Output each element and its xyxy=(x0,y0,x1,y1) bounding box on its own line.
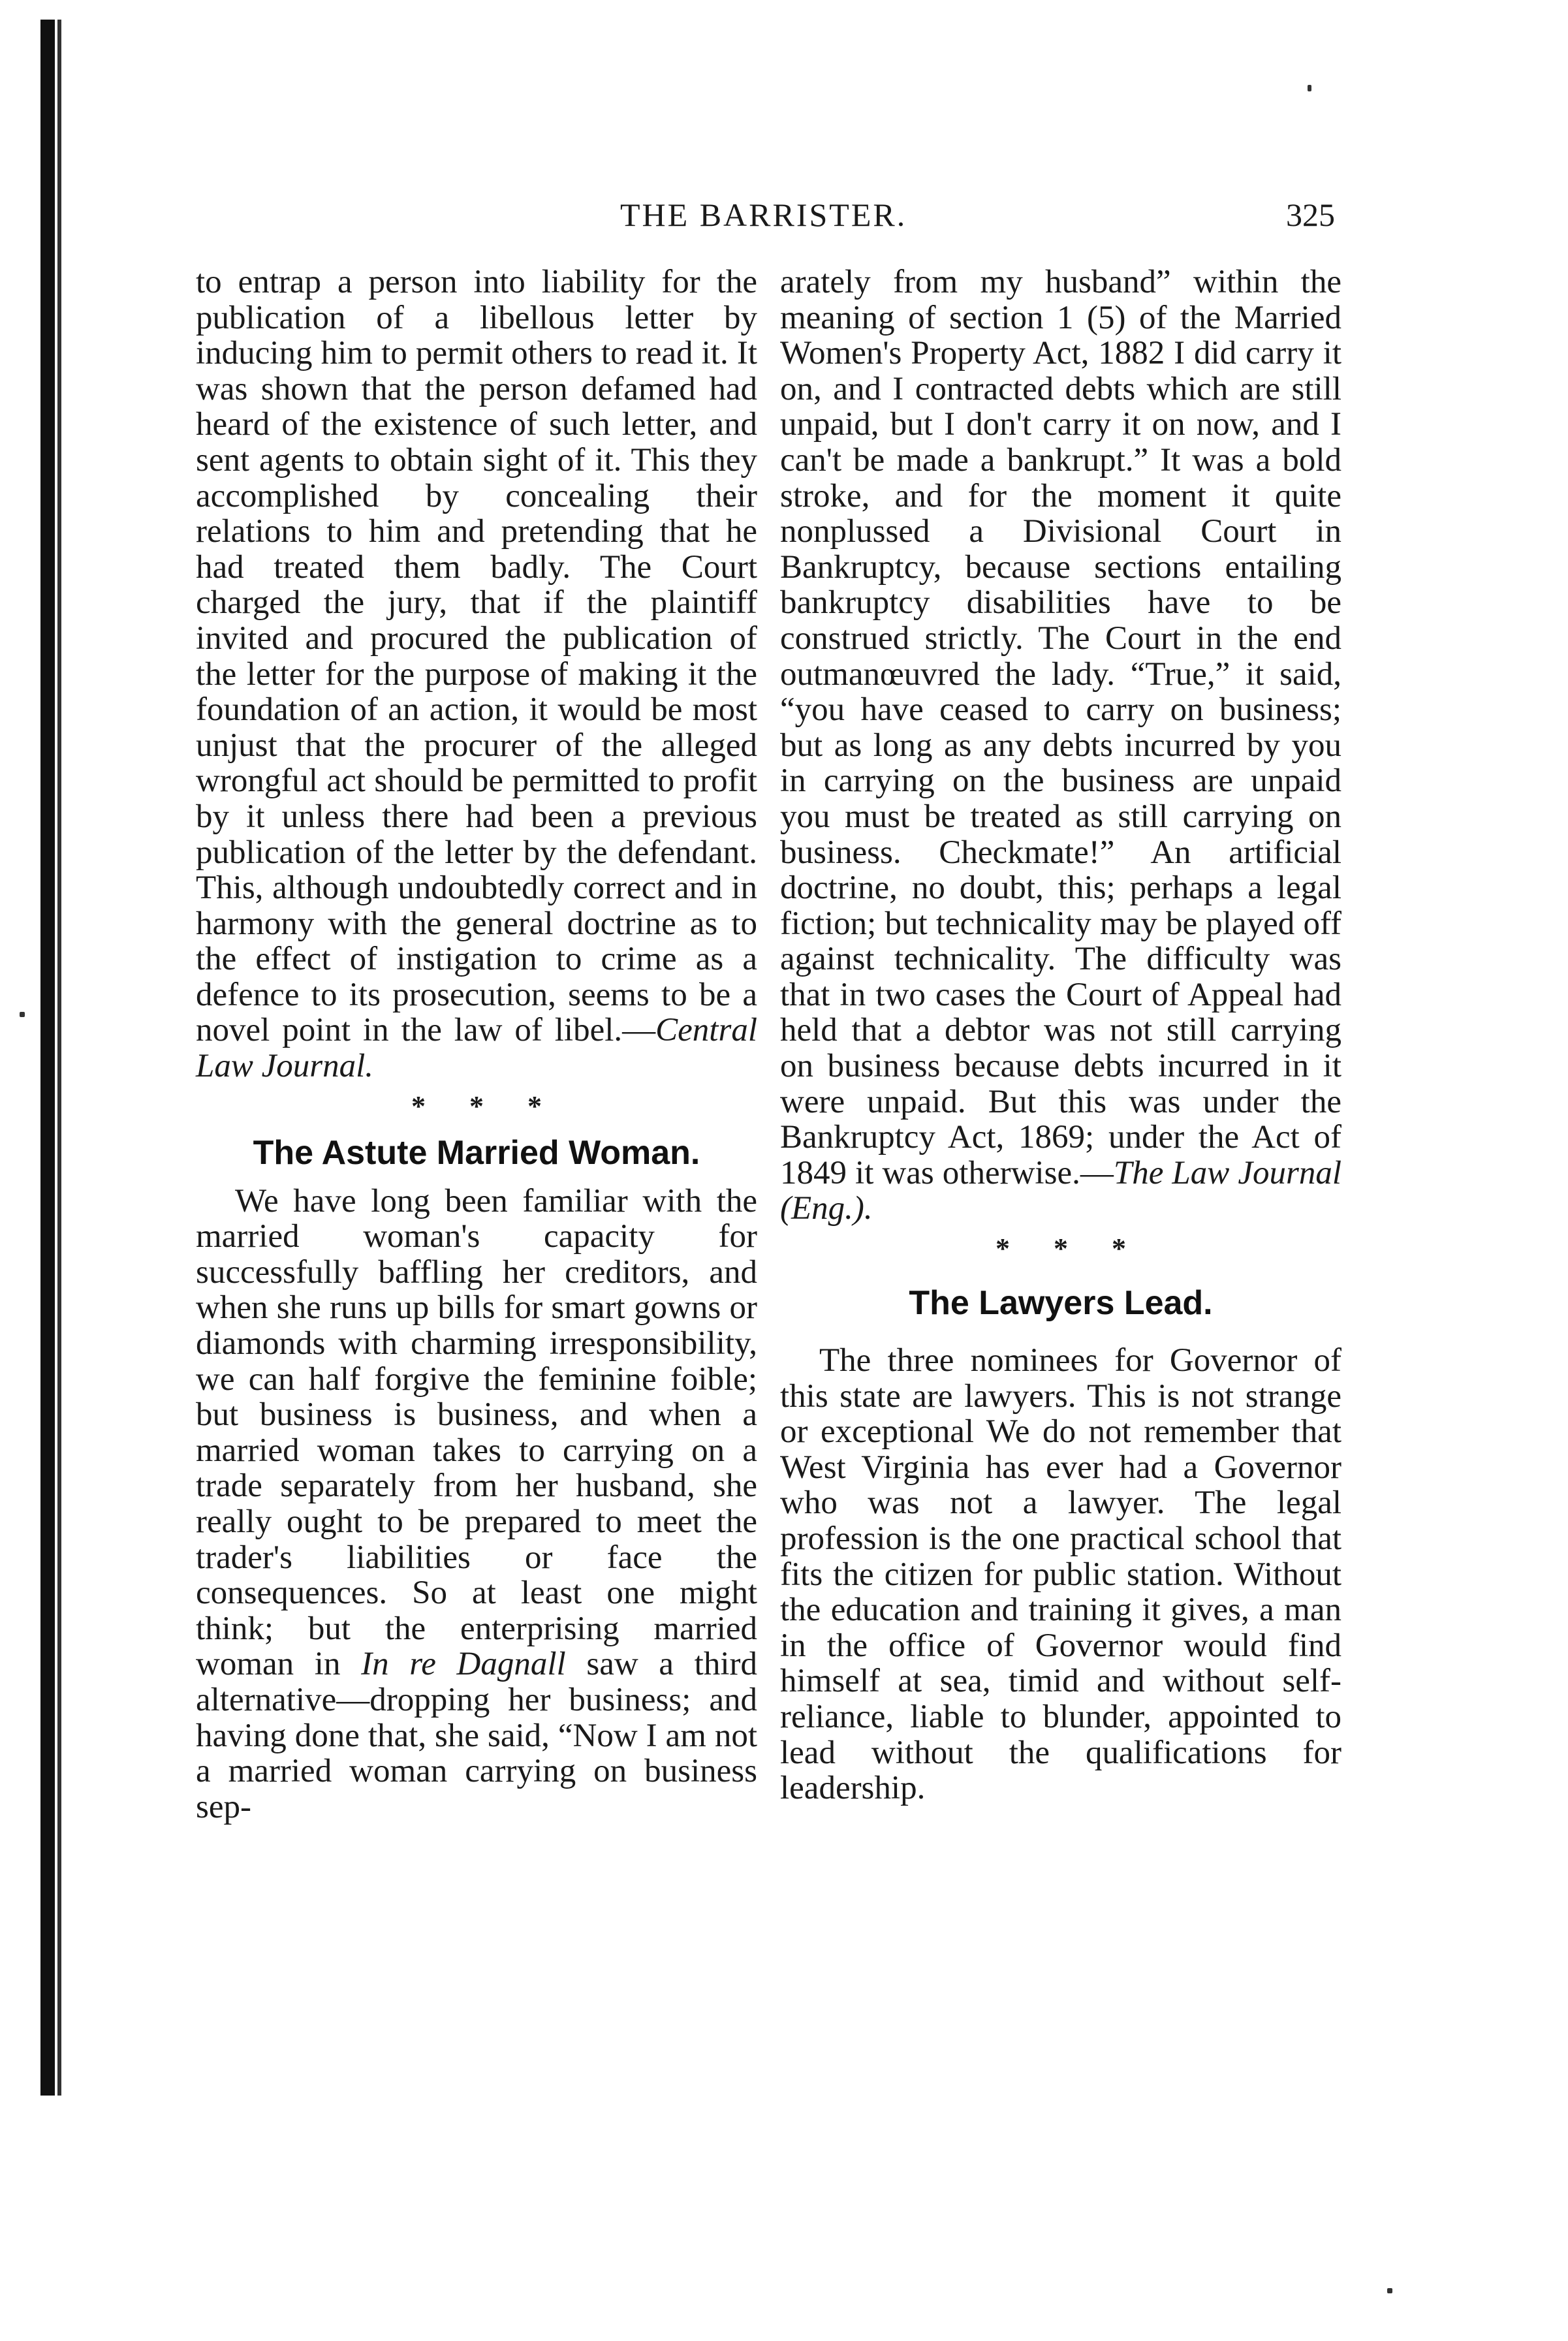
paragraph-text: We have long been familiar with the married woman's capacity for successfully baffling her creditors, and when she runs up bills for smart gowns or diamonds with charming irresponsibility, we can half forgive the feminine foible; but business is business, and when a married woman takes to carrying on a trade separately from her husband, she really ought to be prepared to meet the trader's liabilities or face the consequences. So at least one might think; but the enterprising married woman in xyxy=(196,1182,757,1683)
paragraph-text: arately from my husband” within the meaning of section 1 (5) of the Married Women's Property Act, 1882 I did carry it on, and I contracted debts which are still unpaid, but I don't carry it on now, and I can't be made a bankrupt.” It was a bold stroke, and for the moment it quite nonplussed a Divisional Court in Bankruptcy, because sections entailing bankruptcy disabilities have to be construed strictly. The Court in the end outmanœuvred the lady. “True,” it said, “you have ceased to carry on business; but as long as any debts incurred by you in carrying on the business are unpaid you must be treated as still carrying on business. Checkmate!” An artificial doctrine, no doubt, this; perhaps a legal fiction; but technicality may be played off against technicality. The difficulty was that in two cases the Court of Appeal had held that a debtor was not still carrying on business because debts incurred in it were unpaid. But this was under the Bankruptcy Act, 1869; under the Act of 1849 it was otherwise.— xyxy=(780,264,1341,1191)
section-separator: * * * xyxy=(996,1233,1144,1265)
article-married-woman-continuation xyxy=(780,264,1341,1227)
paragraph-text: to entrap a person into liability for the publication of a libellous letter by inducing him to permit others to read it. It was shown that the person defamed had heard of the existence of such letter, and sent agents to obtain sight of it. This they accomplished by concealing their relations to him and pretending that he had treated them badly. The Court charged the jury, that if the plaintiff invited and procured the publication of the letter for the purpose of making it the foundation of an action, it would be most unjust that the procurer of the alleged wrongful act should be permitted to profit by it unless there had been a previous publication of the letter by the defendant. This, although undoubtedly correct and in harmony with the general doctrine as to the effect of instigation to crime as a defence to its prosecution, seems to be a novel point in the law of libel.— xyxy=(196,264,757,1049)
article-heading: The Lawyers Lead. xyxy=(909,1284,1213,1323)
page-header xyxy=(196,196,1335,248)
scan-speck xyxy=(1308,85,1311,91)
citation: The Law Journal (Eng.). xyxy=(780,1154,1341,1227)
citation: Central Law Journal. xyxy=(196,1012,757,1085)
section-separator: * * * xyxy=(411,1090,560,1122)
running-title: THE BARRISTER. xyxy=(620,196,907,233)
scan-speck xyxy=(20,1012,25,1017)
right-column xyxy=(780,264,1341,1806)
paragraph-text: saw a third alternative—dropping her business; and having done that, she said, “Now I am not a married woman carrying on business sep- xyxy=(196,1646,757,1825)
case-name: In re Dagnall xyxy=(361,1646,566,1683)
page-number: 325 xyxy=(1286,196,1335,233)
article-married-woman-body xyxy=(196,1184,757,1825)
left-column xyxy=(196,264,757,1825)
page-binding-edge xyxy=(40,20,55,2096)
article-lawyers-lead-body: The three nominees for Governor of this state are lawyers. This is not strange or exceptional We do not remember that West Virginia has ever had a Governor who was not a lawyer. The legal profession is the one practical school that fits the citizen for public station. Without the education and training it gives, a man in the office of Governor would find himself at sea, timid and without self-reliance, liable to blunder, appointed to lead without the qualifications for leadership. xyxy=(780,1342,1341,1807)
article-libel-continuation xyxy=(196,264,757,1084)
article-heading: The Astute Married Woman. xyxy=(253,1133,700,1172)
scan-speck xyxy=(1387,2288,1392,2293)
page-binding-shadow xyxy=(57,20,61,2096)
